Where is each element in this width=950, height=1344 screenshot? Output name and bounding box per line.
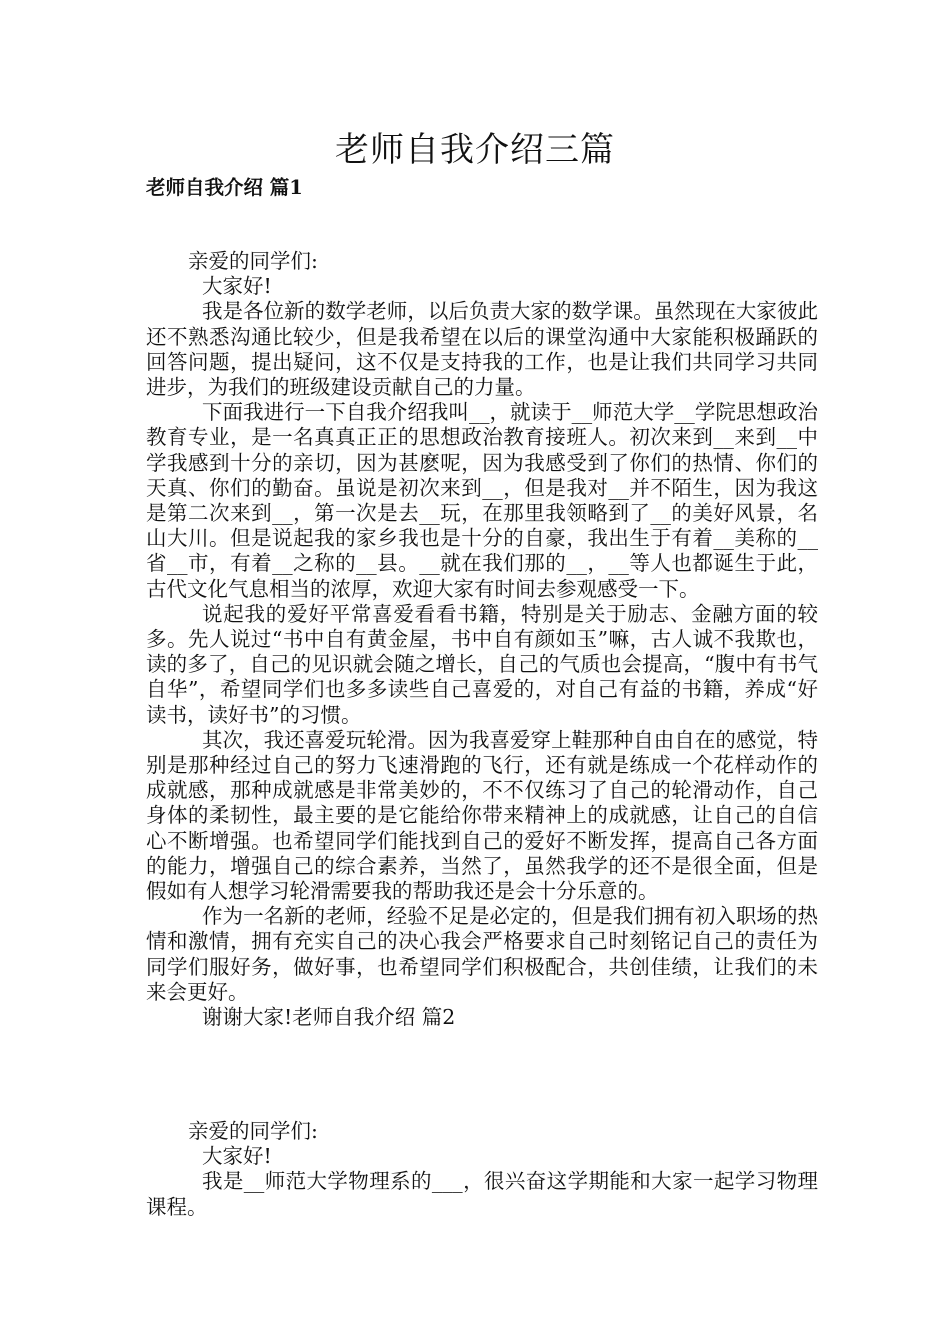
closing-and-section-heading-2: 谢谢大家!老师自我介绍 篇2: [202, 1005, 456, 1030]
greeting: 大家好!: [202, 1144, 272, 1169]
paragraph-intro: 我是__师范大学物理系的___，很兴奋这学期能和大家一起学习物理课程。: [146, 1169, 818, 1219]
section-1-body: [146, 249, 818, 1030]
section-2-body: [146, 1119, 818, 1220]
salutation: 亲爱的同学们:: [188, 249, 318, 273]
section-heading-1: 老师自我介绍 篇1: [146, 176, 303, 199]
document-title: 老师自我介绍三篇: [335, 130, 615, 170]
paragraph-self-introduction: 下面我进行一下自我介绍我叫__，就读于__师范大学__学院思想政治教育专业，是一名真真正正的思想政治教育接班人。初次来到__来到__中学我感到十分的亲切，因为甚麽呢，因为我感受到了你们的热情、你们的天真、你们的勤奋。虽说是初次来到__，但是我对__并不陌生，因为我这是第二次来到__，第一次是去__玩，在那里我领略到了__的美好风景，名山大川。但是说起我的家乡我也是十分的自豪，我出生于有着__美称的__省__市，有着__之称的__县。__就在我们那的__，__等人也都诞生于此，古代文化气息相当的浓厚，欢迎大家有时间去参观感受一下。: [146, 400, 818, 601]
paragraph-hobby-reading: 说起我的爱好平常喜爱看看书籍，特别是关于励志、金融方面的较多。先人说过“书中自有黄金屋，书中自有颜如玉”嘛，古人诚不我欺也，读的多了，自己的见识就会随之增长，自己的气质也会提高，“腹中有书气自华”，希望同学们也多多读些自己喜爱的，对自己有益的书籍，养成“好读书，读好书”的习惯。: [146, 601, 818, 727]
paragraph-conclusion: 作为一名新的老师，经验不足是必定的，但是我们拥有初入职场的热情和激情，拥有充实自己的决心我会严格要求自己时刻铭记自己的责任为同学们服好务，做好事，也希望同学们积极配合，共创佳绩，让我们的未来会更好。: [146, 904, 818, 1004]
paragraph-hobby-skating: 其次，我还喜爱玩轮滑。因为我喜爱穿上鞋那种自由自在的感觉，特别是那种经过自己的努力飞速滑跑的飞行，还有就是练成一个花样动作的成就感，那种成就感是非常美妙的，不不仅练习了自己的轮滑动作，自己身体的柔韧性，最主要的是它能给你带来精神上的成就感，让自己的自信心不断增强。也希望同学们能找到自己的爱好不断发挥，提高自己各方面的能力，增强自己的综合素养，当然了，虽然我学的还不是很全面，但是假如有人想学习轮滑需要我的帮助我还是会十分乐意的。: [146, 727, 818, 904]
salutation: 亲爱的同学们:: [188, 1119, 318, 1143]
paragraph-intro: 我是各位新的数学老师，以后负责大家的数学课。虽然现在大家彼此还不熟悉沟通比较少，但是我希望在以后的课堂沟通中大家能积极踊跃的回答问题，提出疑问，这不仅是支持我的工作，也是让我们共同学习共同进步，为我们的班级建设贡献自己的力量。: [146, 299, 818, 400]
greeting: 大家好!: [202, 274, 272, 299]
